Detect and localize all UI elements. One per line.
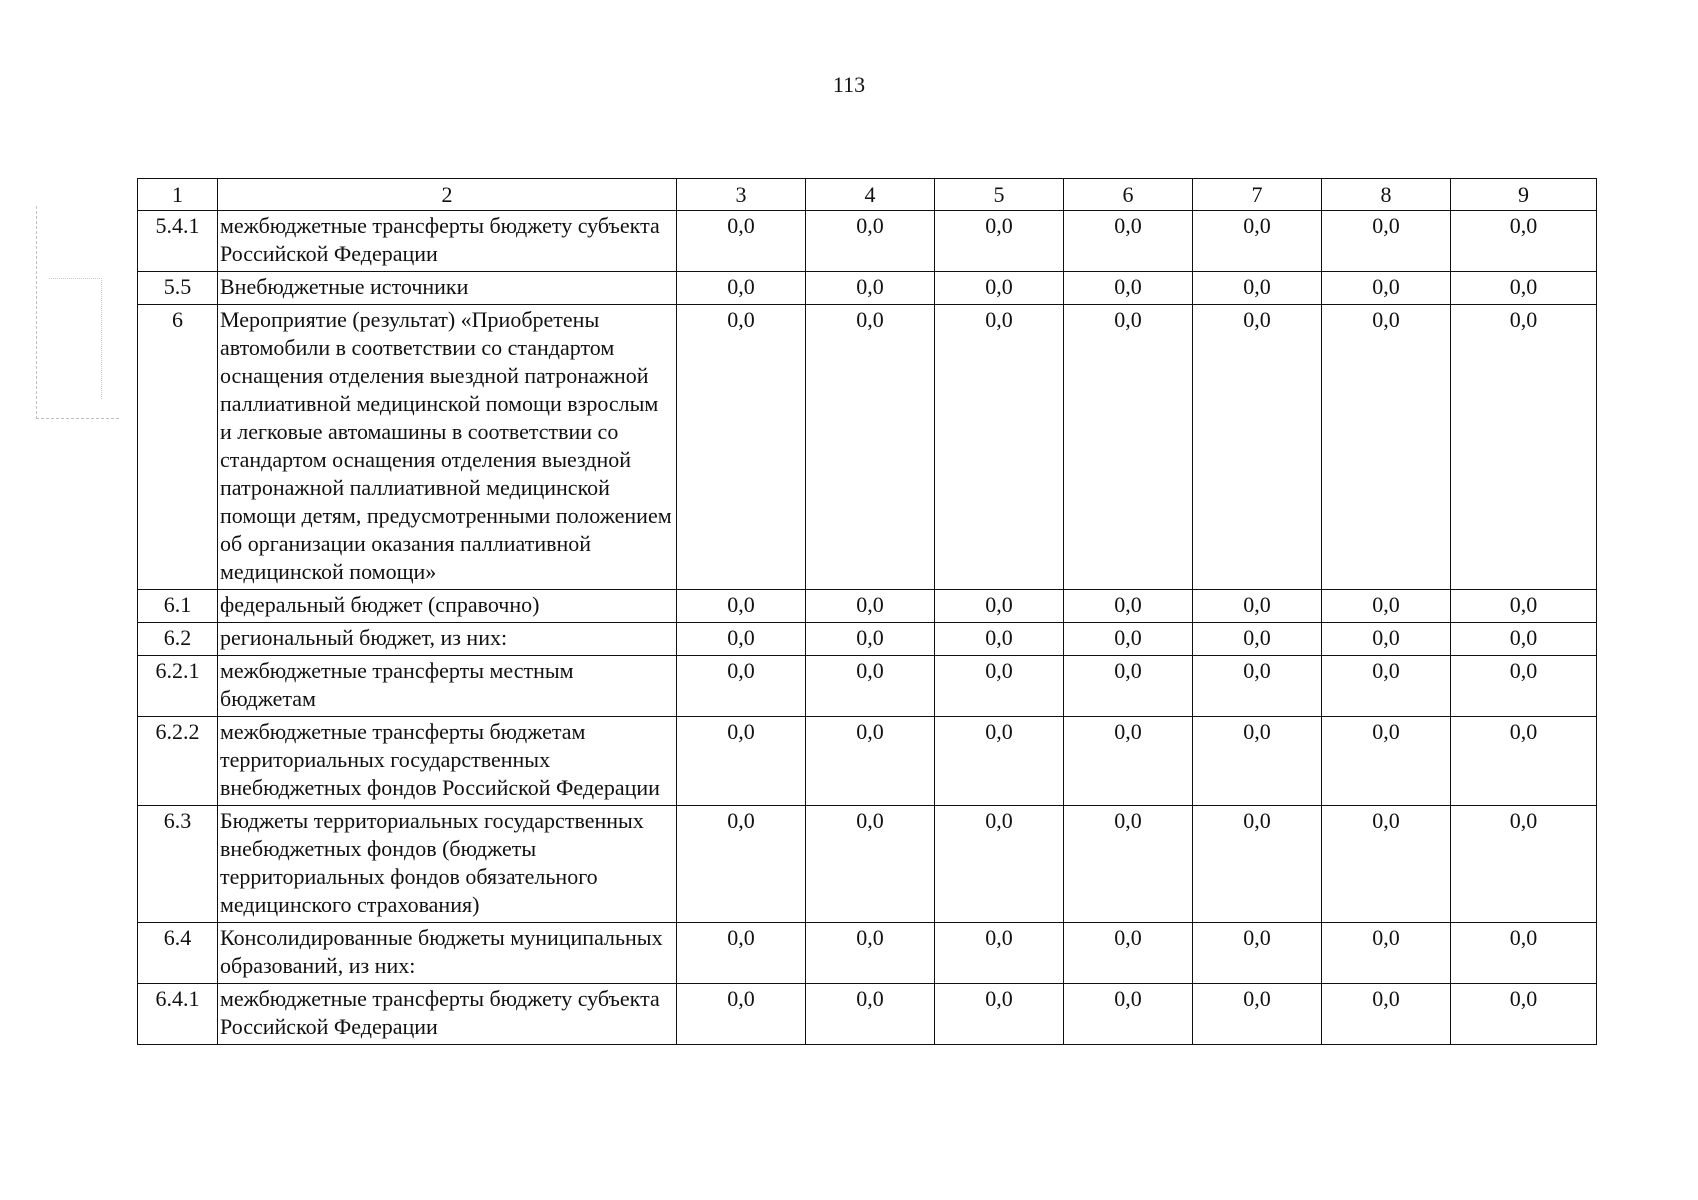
row-value-cell: 0,0	[1193, 590, 1322, 623]
table-body	[138, 211, 1597, 1045]
table-row	[138, 717, 1597, 806]
row-value-cell: 0,0	[1322, 717, 1451, 806]
row-description: межбюджетные трансферты бюджету субъекта Российской Федерации	[218, 211, 677, 272]
row-value-cell: 0,0	[806, 717, 935, 806]
table-header-row	[138, 179, 1597, 211]
scan-artifact	[36, 206, 119, 419]
row-value-cell: 0,0	[1451, 623, 1597, 656]
row-value-cell: 0,0	[677, 623, 806, 656]
row-value-cell: 0,0	[1451, 272, 1597, 305]
row-value-cell: 0,0	[1193, 923, 1322, 984]
row-value-cell: 0,0	[1322, 984, 1451, 1045]
row-value-cell: 0,0	[1064, 806, 1193, 923]
row-value-cell: 0,0	[677, 806, 806, 923]
row-value-cell: 0,0	[677, 590, 806, 623]
row-value-cell: 0,0	[677, 272, 806, 305]
table-row	[138, 211, 1597, 272]
row-value-cell: 0,0	[935, 211, 1064, 272]
row-value-cell: 0,0	[1193, 806, 1322, 923]
row-value-cell: 0,0	[677, 656, 806, 717]
table-row	[138, 623, 1597, 656]
row-value-cell: 0,0	[935, 656, 1064, 717]
row-description: межбюджетные трансферты бюджету субъекта Российской Федерации	[218, 984, 677, 1045]
row-value-cell: 0,0	[1451, 984, 1597, 1045]
column-header: 9	[1451, 179, 1597, 211]
table-row	[138, 923, 1597, 984]
row-description: межбюджетные трансферты местным бюджетам	[218, 656, 677, 717]
row-value-cell: 0,0	[806, 211, 935, 272]
row-value-cell: 0,0	[677, 923, 806, 984]
column-header: 4	[806, 179, 935, 211]
row-value-cell: 0,0	[1193, 623, 1322, 656]
row-value-cell: 0,0	[1064, 656, 1193, 717]
row-value-cell: 0,0	[1322, 806, 1451, 923]
row-value-cell: 0,0	[1322, 305, 1451, 590]
row-value-cell: 0,0	[806, 623, 935, 656]
row-description: федеральный бюджет (справочно)	[218, 590, 677, 623]
column-header: 8	[1322, 179, 1451, 211]
row-value-cell: 0,0	[1064, 272, 1193, 305]
row-value-cell: 0,0	[806, 656, 935, 717]
row-value-cell: 0,0	[1322, 923, 1451, 984]
row-description: Консолидированные бюджеты муниципальных образований, из них:	[218, 923, 677, 984]
row-number: 6	[138, 305, 218, 590]
row-value-cell: 0,0	[1322, 623, 1451, 656]
row-value-cell: 0,0	[1064, 984, 1193, 1045]
row-number: 6.3	[138, 806, 218, 923]
table-row	[138, 305, 1597, 590]
row-number: 6.2.2	[138, 717, 218, 806]
table-row	[138, 806, 1597, 923]
row-number: 5.4.1	[138, 211, 218, 272]
row-value-cell: 0,0	[935, 717, 1064, 806]
row-value-cell: 0,0	[677, 717, 806, 806]
table-row	[138, 656, 1597, 717]
row-value-cell: 0,0	[935, 305, 1064, 590]
row-number: 6.4	[138, 923, 218, 984]
row-value-cell: 0,0	[935, 806, 1064, 923]
row-value-cell: 0,0	[806, 806, 935, 923]
row-number: 6.4.1	[138, 984, 218, 1045]
row-number: 5.5	[138, 272, 218, 305]
column-header: 6	[1064, 179, 1193, 211]
row-value-cell: 0,0	[1451, 211, 1597, 272]
row-value-cell: 0,0	[1064, 623, 1193, 656]
row-value-cell: 0,0	[935, 272, 1064, 305]
row-value-cell: 0,0	[1451, 305, 1597, 590]
row-value-cell: 0,0	[1193, 984, 1322, 1045]
row-value-cell: 0,0	[1064, 305, 1193, 590]
row-value-cell: 0,0	[1322, 656, 1451, 717]
row-value-cell: 0,0	[935, 623, 1064, 656]
row-value-cell: 0,0	[677, 984, 806, 1045]
row-value-cell: 0,0	[806, 272, 935, 305]
column-header: 7	[1193, 179, 1322, 211]
row-description: Внебюджетные источники	[218, 272, 677, 305]
row-value-cell: 0,0	[1322, 590, 1451, 623]
row-value-cell: 0,0	[935, 923, 1064, 984]
table-row	[138, 590, 1597, 623]
row-value-cell: 0,0	[1451, 656, 1597, 717]
budget-table	[137, 178, 1597, 1045]
row-value-cell: 0,0	[1193, 272, 1322, 305]
row-value-cell: 0,0	[1322, 211, 1451, 272]
row-value-cell: 0,0	[935, 590, 1064, 623]
table-row	[138, 984, 1597, 1045]
column-header: 3	[677, 179, 806, 211]
row-value-cell: 0,0	[1451, 923, 1597, 984]
row-value-cell: 0,0	[1451, 590, 1597, 623]
column-header: 2	[218, 179, 677, 211]
row-value-cell: 0,0	[806, 923, 935, 984]
row-value-cell: 0,0	[1193, 305, 1322, 590]
row-value-cell: 0,0	[806, 590, 935, 623]
row-value-cell: 0,0	[1064, 211, 1193, 272]
row-value-cell: 0,0	[1193, 656, 1322, 717]
table-row	[138, 272, 1597, 305]
row-value-cell: 0,0	[1064, 590, 1193, 623]
row-value-cell: 0,0	[677, 211, 806, 272]
column-header: 5	[935, 179, 1064, 211]
page-number: 113	[832, 72, 866, 97]
row-value-cell: 0,0	[1322, 272, 1451, 305]
row-value-cell: 0,0	[1193, 717, 1322, 806]
row-value-cell: 0,0	[1064, 923, 1193, 984]
row-value-cell: 0,0	[1064, 717, 1193, 806]
row-value-cell: 0,0	[1451, 806, 1597, 923]
row-description: Мероприятие (результат) «Приобретены автомобили в соответствии со стандартом оснащения отделения выездной патронажной паллиативной медицинской помощи взрослым и легковые автомашины в соответствии со стандартом оснащения отделения выездной патронажной паллиативной медицинской помощи детям, предусмотренными положением об организации оказания паллиативной медицинской помощи»	[218, 305, 677, 590]
row-value-cell: 0,0	[806, 305, 935, 590]
row-number: 6.2.1	[138, 656, 218, 717]
row-value-cell: 0,0	[1451, 717, 1597, 806]
row-value-cell: 0,0	[806, 984, 935, 1045]
row-description: межбюджетные трансферты бюджетам территориальных государственных внебюджетных фондов Российской Федерации	[218, 717, 677, 806]
row-number: 6.1	[138, 590, 218, 623]
row-description: региональный бюджет, из них:	[218, 623, 677, 656]
row-value-cell: 0,0	[1193, 211, 1322, 272]
row-value-cell: 0,0	[935, 984, 1064, 1045]
row-description: Бюджеты территориальных государственных внебюджетных фондов (бюджеты территориальных фондов обязательного медицинского страхования)	[218, 806, 677, 923]
row-number: 6.2	[138, 623, 218, 656]
row-value-cell: 0,0	[677, 305, 806, 590]
column-header: 1	[138, 179, 218, 211]
